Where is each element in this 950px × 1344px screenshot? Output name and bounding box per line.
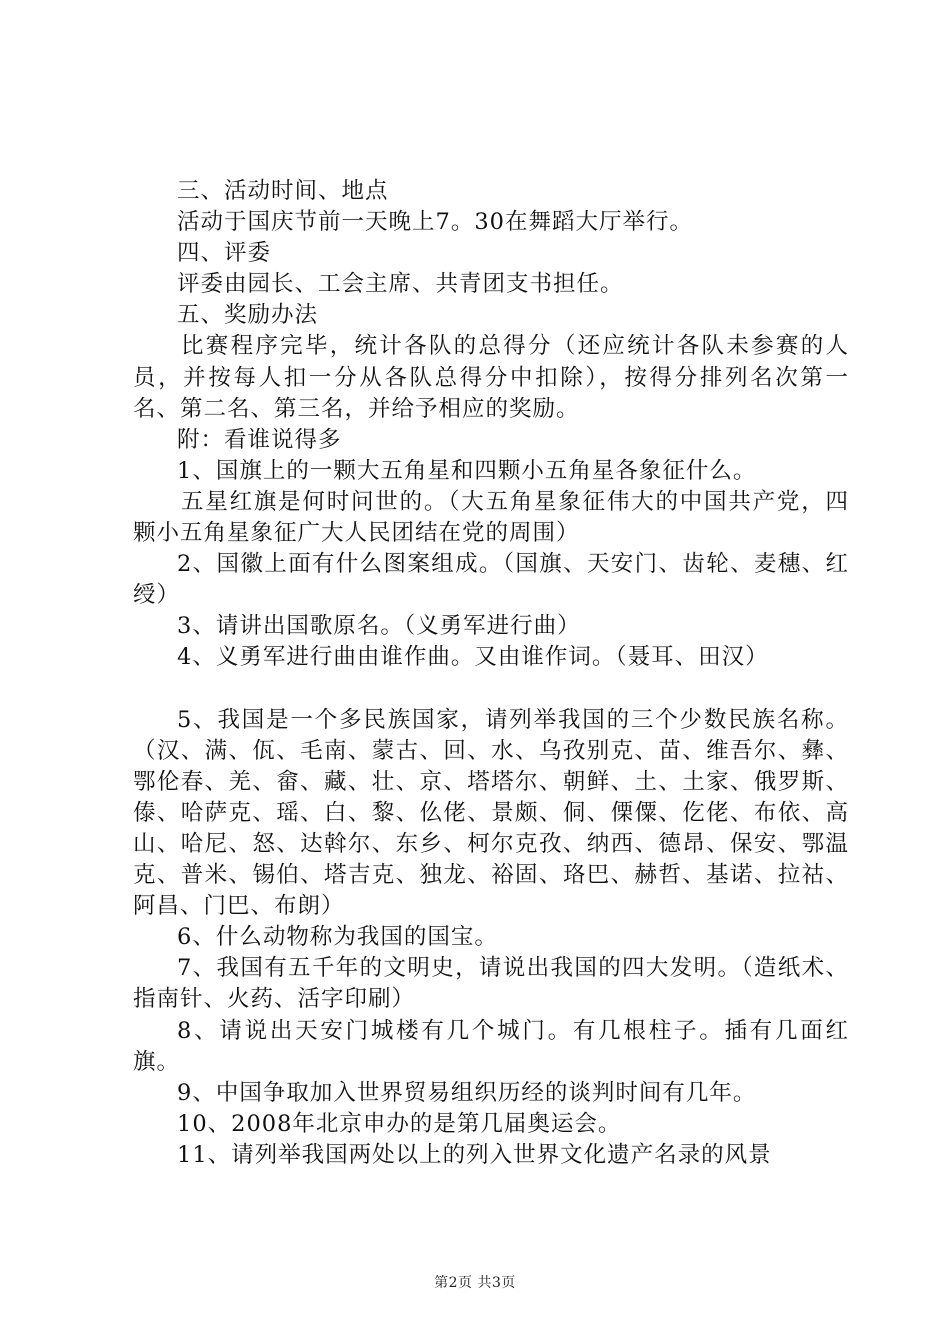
question-item: 4、义勇军进行曲由谁作曲。又由谁作词。（聂耳、田汉） <box>177 644 769 671</box>
question-item: 11、请列举我国两处以上的列入世界文化遗产名录的风景 <box>177 1141 772 1168</box>
paragraph-awards: 比赛程序完毕，统计各队的总得分（还应统计各队未参赛的人员，并按每人扣一分从各队总得分中扣除），按得分排列名次第一名、第二名、第三名，并给予相应的奖励。 <box>133 333 849 422</box>
question-item: 五星红旗是何时问世的。（大五角星象征伟大的中国共产党，四颗小五角星象征广大人民团结在党的周围） <box>133 488 849 547</box>
section-heading-awards: 五、奖励办法 <box>177 302 319 329</box>
question-item: 5、我国是一个多民族国家，请列举我国的三个少数民族名称。（汉、满、佤、毛南、蒙古、回、水、乌孜别克、苗、维吾尔、彝、鄂伦春、羌、畲、藏、壮、京、塔塔尔、朝鲜、土、土家、俄罗斯、傣、哈萨克、瑶、白、黎、仫佬、景颇、侗、傈僳、仡佬、布依、高山、哈尼、怒、达斡尔、东乡、柯尔克孜、纳西、德昂、保安、鄂温克、普米、锡伯、塔吉克、独龙、裕固、珞巴、赫哲、基诺、拉祜、阿昌、门巴、布朗） <box>133 706 849 920</box>
document-body <box>133 176 849 1171</box>
question-item: 7、我国有五千年的文明史，请说出我国的四大发明。（造纸术、指南针、火药、活字印刷） <box>133 955 849 1013</box>
blank-line <box>133 674 849 705</box>
paragraph-time-place: 活动于国庆节前一天晚上7。30在舞蹈大厅举行。 <box>177 209 693 236</box>
question-item: 2、国徽上面有什么图案组成。（国旗、天安门、齿轮、麦穗、红绶） <box>133 551 849 609</box>
question-item: 8、请说出天安门城楼有几个城门。有几根柱子。插有几面红旗。 <box>133 1017 849 1075</box>
paragraph-judges: 评委由园长、工会主席、共青团支书担任。 <box>177 271 624 298</box>
page-footer: 第2页 共3页 <box>434 1275 516 1291</box>
question-item: 1、国旗上的一颗大五角星和四颗小五角星各象征什么。 <box>177 457 757 484</box>
question-item: 3、请讲出国歌原名。（义勇军进行曲） <box>177 613 581 640</box>
question-item: 9、中国争取加入世界贸易组织历经的谈判时间有几年。 <box>177 1079 757 1106</box>
appendix-heading: 附：看谁说得多 <box>177 426 342 453</box>
question-item: 10、2008年北京申办的是第几届奥运会。 <box>177 1110 622 1137</box>
question-item: 6、什么动物称为我国的国宝。 <box>177 924 498 951</box>
section-heading-time-place: 三、活动时间、地点 <box>177 178 389 204</box>
section-heading-judges: 四、评委 <box>177 240 272 267</box>
